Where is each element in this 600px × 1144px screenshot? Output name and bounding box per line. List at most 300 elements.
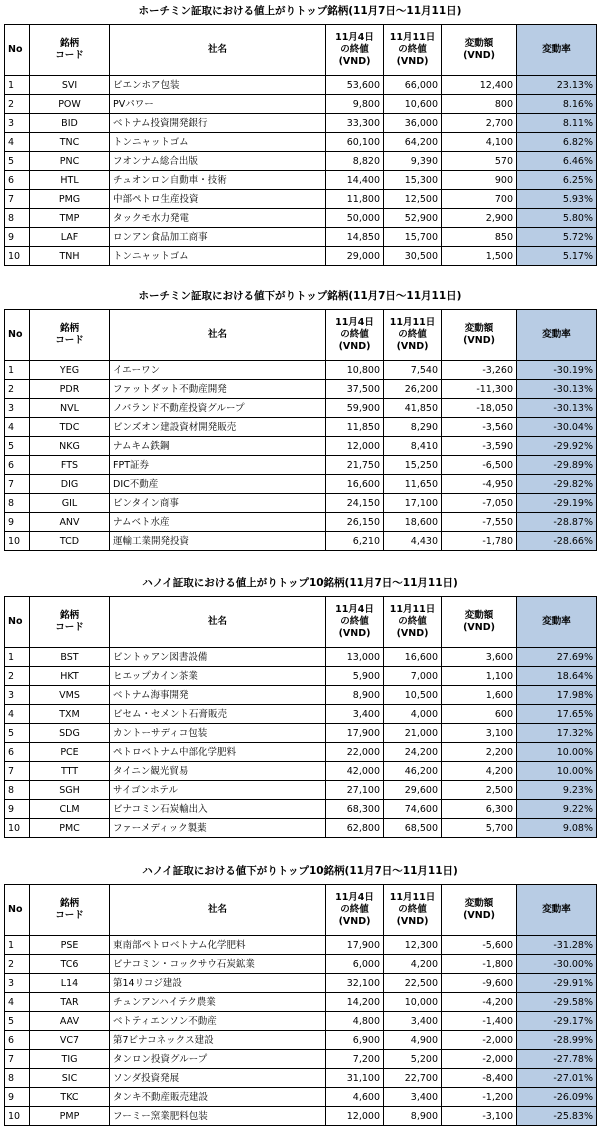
- curr-close: 41,850: [384, 399, 442, 418]
- prev-close: 8,900: [326, 686, 384, 705]
- header-name: 社名: [110, 885, 326, 936]
- table-row: [5, 936, 597, 955]
- change-amount: -11,300: [442, 380, 517, 399]
- prev-close: 11,850: [326, 418, 384, 437]
- stock-code: PNC: [30, 152, 110, 171]
- change-rate: -25.83%: [517, 1107, 597, 1126]
- company-name: チュオンロン自動車・技術: [110, 171, 326, 190]
- row-no: 3: [5, 686, 30, 705]
- table-body: [5, 648, 597, 838]
- curr-close: 8,900: [384, 1107, 442, 1126]
- curr-close: 18,600: [384, 513, 442, 532]
- change-rate: 5.72%: [517, 228, 597, 247]
- company-name: ファーメディック製薬: [110, 819, 326, 838]
- prev-close: 17,900: [326, 724, 384, 743]
- change-amount: 6,300: [442, 800, 517, 819]
- row-no: 10: [5, 247, 30, 266]
- change-rate: -31.28%: [517, 936, 597, 955]
- company-name: ビンズオン建設資材開発販売: [110, 418, 326, 437]
- prev-close: 29,000: [326, 247, 384, 266]
- change-rate: 23.13%: [517, 76, 597, 95]
- change-rate: -30.13%: [517, 380, 597, 399]
- curr-close: 9,390: [384, 152, 442, 171]
- curr-close: 24,200: [384, 743, 442, 762]
- curr-close: 16,600: [384, 648, 442, 667]
- prev-close: 31,100: [326, 1069, 384, 1088]
- stock-code: YEG: [30, 361, 110, 380]
- curr-close: 4,900: [384, 1031, 442, 1050]
- change-amount: -1,200: [442, 1088, 517, 1107]
- prev-close: 7,200: [326, 1050, 384, 1069]
- prev-close: 4,600: [326, 1088, 384, 1107]
- change-rate: 5.17%: [517, 247, 597, 266]
- curr-close: 29,600: [384, 781, 442, 800]
- change-rate: 6.82%: [517, 133, 597, 152]
- row-no: 8: [5, 1069, 30, 1088]
- table-row: [5, 513, 597, 532]
- row-no: 4: [5, 993, 30, 1012]
- curr-close: 4,200: [384, 955, 442, 974]
- company-name: チュンアンハイテク農業: [110, 993, 326, 1012]
- change-rate: 8.16%: [517, 95, 597, 114]
- prev-close: 21,750: [326, 456, 384, 475]
- change-rate: 5.80%: [517, 209, 597, 228]
- change-amount: 2,500: [442, 781, 517, 800]
- company-name: ビエンホア包装: [110, 76, 326, 95]
- prev-close: 3,400: [326, 705, 384, 724]
- table-row: [5, 974, 597, 993]
- company-name: FPT証券: [110, 456, 326, 475]
- row-no: 2: [5, 380, 30, 399]
- change-rate: 5.93%: [517, 190, 597, 209]
- row-no: 6: [5, 171, 30, 190]
- change-amount: 4,200: [442, 762, 517, 781]
- header-change-rate: 変動率: [517, 885, 597, 936]
- change-rate: -30.13%: [517, 399, 597, 418]
- change-amount: 5,700: [442, 819, 517, 838]
- header-code: 銘柄 コード: [30, 310, 110, 361]
- table-row: [5, 800, 597, 819]
- change-rate: -27.01%: [517, 1069, 597, 1088]
- change-amount: 800: [442, 95, 517, 114]
- change-rate: -26.09%: [517, 1088, 597, 1107]
- table-row: [5, 380, 597, 399]
- company-name: タックモ水力発電: [110, 209, 326, 228]
- row-no: 9: [5, 228, 30, 247]
- row-no: 7: [5, 1050, 30, 1069]
- prev-close: 53,600: [326, 76, 384, 95]
- change-amount: -3,590: [442, 437, 517, 456]
- table-row: [5, 781, 597, 800]
- table-row: [5, 475, 597, 494]
- table-row: [5, 686, 597, 705]
- curr-close: 10,500: [384, 686, 442, 705]
- change-rate: -30.00%: [517, 955, 597, 974]
- curr-close: 74,600: [384, 800, 442, 819]
- change-rate: 6.46%: [517, 152, 597, 171]
- header-no: No: [5, 885, 30, 936]
- company-name: 東南部ペトロベトナム化学肥料: [110, 936, 326, 955]
- table-row: [5, 228, 597, 247]
- change-amount: -5,600: [442, 936, 517, 955]
- table-row: [5, 762, 597, 781]
- change-rate: -27.78%: [517, 1050, 597, 1069]
- row-no: 7: [5, 190, 30, 209]
- company-name: ビナコミン・コックサウ石炭鉱業: [110, 955, 326, 974]
- stock-code: HTL: [30, 171, 110, 190]
- header-name: 社名: [110, 310, 326, 361]
- change-amount: 4,100: [442, 133, 517, 152]
- curr-close: 8,410: [384, 437, 442, 456]
- table-row: [5, 648, 597, 667]
- curr-close: 15,700: [384, 228, 442, 247]
- prev-close: 16,600: [326, 475, 384, 494]
- stock-code: SVI: [30, 76, 110, 95]
- row-no: 9: [5, 1088, 30, 1107]
- table-row: [5, 456, 597, 475]
- change-amount: 12,400: [442, 76, 517, 95]
- stock-code: TTT: [30, 762, 110, 781]
- company-name: トンニャットゴム: [110, 133, 326, 152]
- prev-close: 17,900: [326, 936, 384, 955]
- table-row: [5, 133, 597, 152]
- header-row: [5, 310, 597, 361]
- stock-code: SDG: [30, 724, 110, 743]
- header-curr-close: 11月11日 の終値 (VND): [384, 310, 442, 361]
- stock-table: [4, 309, 597, 551]
- prev-close: 37,500: [326, 380, 384, 399]
- table-row: [5, 1031, 597, 1050]
- curr-close: 7,000: [384, 667, 442, 686]
- prev-close: 12,000: [326, 437, 384, 456]
- prev-close: 42,000: [326, 762, 384, 781]
- stock-code: L14: [30, 974, 110, 993]
- change-rate: -29.19%: [517, 494, 597, 513]
- curr-close: 21,000: [384, 724, 442, 743]
- change-amount: 2,900: [442, 209, 517, 228]
- change-amount: -3,560: [442, 418, 517, 437]
- row-no: 6: [5, 456, 30, 475]
- company-name: タンロン投資グループ: [110, 1050, 326, 1069]
- curr-close: 3,400: [384, 1088, 442, 1107]
- curr-close: 7,540: [384, 361, 442, 380]
- prev-close: 5,900: [326, 667, 384, 686]
- table-row: [5, 993, 597, 1012]
- change-amount: -1,780: [442, 532, 517, 551]
- section-title: ホーチミン証取における値下がりトップ銘柄(11月7日〜11月11日): [138, 290, 462, 302]
- change-amount: 900: [442, 171, 517, 190]
- change-rate: -28.66%: [517, 532, 597, 551]
- curr-close: 26,200: [384, 380, 442, 399]
- row-no: 4: [5, 418, 30, 437]
- company-name: DIC不動産: [110, 475, 326, 494]
- table-section-2: [0, 285, 600, 551]
- row-no: 5: [5, 437, 30, 456]
- table-row: [5, 494, 597, 513]
- change-amount: -9,600: [442, 974, 517, 993]
- company-name: ベトティエンソン不動産: [110, 1012, 326, 1031]
- company-name: ビセム・セメント石膏販売: [110, 705, 326, 724]
- prev-close: 11,800: [326, 190, 384, 209]
- stock-code: LAF: [30, 228, 110, 247]
- company-name: ベトナム海事開発: [110, 686, 326, 705]
- header-no: No: [5, 310, 30, 361]
- company-name: フオンナム総合出版: [110, 152, 326, 171]
- header-change: 変動額 (VND): [442, 310, 517, 361]
- prev-close: 24,150: [326, 494, 384, 513]
- curr-close: 15,300: [384, 171, 442, 190]
- stock-code: TMP: [30, 209, 110, 228]
- company-name: フーミー窯業肥料包装: [110, 1107, 326, 1126]
- change-rate: 10.00%: [517, 762, 597, 781]
- stock-table: [4, 596, 597, 838]
- table-row: [5, 247, 597, 266]
- header-code: 銘柄 コード: [30, 885, 110, 936]
- change-rate: -29.89%: [517, 456, 597, 475]
- stock-code: TNC: [30, 133, 110, 152]
- curr-close: 11,650: [384, 475, 442, 494]
- header-row: [5, 885, 597, 936]
- header-change-rate: 変動率: [517, 25, 597, 76]
- table-row: [5, 667, 597, 686]
- curr-close: 68,500: [384, 819, 442, 838]
- change-rate: 6.25%: [517, 171, 597, 190]
- row-no: 10: [5, 819, 30, 838]
- curr-close: 22,700: [384, 1069, 442, 1088]
- stock-code: POW: [30, 95, 110, 114]
- header-curr-close: 11月11日 の終値 (VND): [384, 885, 442, 936]
- change-rate: -29.17%: [517, 1012, 597, 1031]
- stock-code: PMC: [30, 819, 110, 838]
- change-amount: 3,100: [442, 724, 517, 743]
- section-title: ホーチミン証取における値上がりトップ銘柄(11月7日〜11月11日): [138, 5, 462, 17]
- stock-code: PMG: [30, 190, 110, 209]
- stock-code: PMP: [30, 1107, 110, 1126]
- table-body: [5, 936, 597, 1126]
- company-name: タイニン観光貿易: [110, 762, 326, 781]
- header-prev-close: 11月4日 の終値 (VND): [326, 25, 384, 76]
- stock-code: TC6: [30, 955, 110, 974]
- curr-close: 12,300: [384, 936, 442, 955]
- change-rate: -29.58%: [517, 993, 597, 1012]
- change-rate: -29.82%: [517, 475, 597, 494]
- row-no: 10: [5, 1107, 30, 1126]
- table-row: [5, 399, 597, 418]
- company-name: ノバランド不動産投資グループ: [110, 399, 326, 418]
- header-no: No: [5, 597, 30, 648]
- company-name: ビントゥアン図書設備: [110, 648, 326, 667]
- row-no: 6: [5, 1031, 30, 1050]
- header-change: 変動額 (VND): [442, 25, 517, 76]
- change-amount: -18,050: [442, 399, 517, 418]
- change-amount: 2,200: [442, 743, 517, 762]
- company-name: カントーサディコ包装: [110, 724, 326, 743]
- prev-close: 22,000: [326, 743, 384, 762]
- table-row: [5, 1107, 597, 1126]
- change-amount: 1,100: [442, 667, 517, 686]
- table-row: [5, 152, 597, 171]
- company-name: ヒエップカイン茶業: [110, 667, 326, 686]
- stock-code: ANV: [30, 513, 110, 532]
- header-curr-close: 11月11日 の終値 (VND): [384, 597, 442, 648]
- row-no: 5: [5, 152, 30, 171]
- stock-code: TIG: [30, 1050, 110, 1069]
- table-row: [5, 1050, 597, 1069]
- change-amount: -3,260: [442, 361, 517, 380]
- row-no: 9: [5, 800, 30, 819]
- row-no: 4: [5, 705, 30, 724]
- row-no: 2: [5, 955, 30, 974]
- company-name: ソンダ投資発展: [110, 1069, 326, 1088]
- table-row: [5, 955, 597, 974]
- header-code: 銘柄 コード: [30, 25, 110, 76]
- row-no: 3: [5, 114, 30, 133]
- row-no: 8: [5, 494, 30, 513]
- table-row: [5, 190, 597, 209]
- table-row: [5, 95, 597, 114]
- company-name: トンニャットゴム: [110, 247, 326, 266]
- company-name: ペトロベトナム中部化学肥料: [110, 743, 326, 762]
- change-rate: 10.00%: [517, 743, 597, 762]
- stock-table: [4, 884, 597, 1126]
- table-row: [5, 171, 597, 190]
- prev-close: 6,900: [326, 1031, 384, 1050]
- prev-close: 6,000: [326, 955, 384, 974]
- stock-code: AAV: [30, 1012, 110, 1031]
- change-rate: -29.92%: [517, 437, 597, 456]
- change-amount: -7,550: [442, 513, 517, 532]
- table-row: [5, 437, 597, 456]
- change-amount: 1,600: [442, 686, 517, 705]
- change-amount: -6,500: [442, 456, 517, 475]
- row-no: 10: [5, 532, 30, 551]
- table-row: [5, 114, 597, 133]
- company-name: ナムキム鉄鋼: [110, 437, 326, 456]
- stock-code: VMS: [30, 686, 110, 705]
- company-name: ビンタイン商事: [110, 494, 326, 513]
- prev-close: 14,850: [326, 228, 384, 247]
- change-amount: -2,000: [442, 1031, 517, 1050]
- table-row: [5, 76, 597, 95]
- change-amount: -8,400: [442, 1069, 517, 1088]
- stock-code: TKC: [30, 1088, 110, 1107]
- header-no: No: [5, 25, 30, 76]
- table-section-4: [0, 860, 600, 1126]
- header-code: 銘柄 コード: [30, 597, 110, 648]
- table-row: [5, 1088, 597, 1107]
- prev-close: 8,820: [326, 152, 384, 171]
- change-rate: 9.22%: [517, 800, 597, 819]
- table-row: [5, 361, 597, 380]
- header-name: 社名: [110, 597, 326, 648]
- company-name: タンキ不動産販売建設: [110, 1088, 326, 1107]
- change-rate: 17.98%: [517, 686, 597, 705]
- curr-close: 52,900: [384, 209, 442, 228]
- prev-close: 4,800: [326, 1012, 384, 1031]
- section-title: ハノイ証取における値上がりトップ10銘柄(11月7日〜11月11日): [142, 577, 458, 589]
- company-name: ナムベト水産: [110, 513, 326, 532]
- header-curr-close: 11月11日 の終値 (VND): [384, 25, 442, 76]
- table-body: [5, 361, 597, 551]
- row-no: 9: [5, 513, 30, 532]
- change-rate: 9.23%: [517, 781, 597, 800]
- company-name: ロンアン食品加工商事: [110, 228, 326, 247]
- change-rate: -28.99%: [517, 1031, 597, 1050]
- header-name: 社名: [110, 25, 326, 76]
- change-amount: -2,000: [442, 1050, 517, 1069]
- curr-close: 46,200: [384, 762, 442, 781]
- stock-table: [4, 24, 597, 266]
- curr-close: 4,430: [384, 532, 442, 551]
- change-rate: -30.19%: [517, 361, 597, 380]
- stock-code: TNH: [30, 247, 110, 266]
- company-name: サイゴンホテル: [110, 781, 326, 800]
- row-no: 1: [5, 76, 30, 95]
- section-title: ハノイ証取における値下がりトップ10銘柄(11月7日〜11月11日): [142, 865, 458, 877]
- curr-close: 5,200: [384, 1050, 442, 1069]
- row-no: 2: [5, 95, 30, 114]
- company-name: 中部ペトロ生産投資: [110, 190, 326, 209]
- table-row: [5, 532, 597, 551]
- prev-close: 6,210: [326, 532, 384, 551]
- company-name: 第7ビナコネックス建設: [110, 1031, 326, 1050]
- prev-close: 26,150: [326, 513, 384, 532]
- header-change-rate: 変動率: [517, 310, 597, 361]
- change-amount: 3,600: [442, 648, 517, 667]
- change-amount: 600: [442, 705, 517, 724]
- prev-close: 32,100: [326, 974, 384, 993]
- stock-code: NKG: [30, 437, 110, 456]
- header-change: 変動額 (VND): [442, 597, 517, 648]
- table-body: [5, 76, 597, 266]
- stock-code: DIG: [30, 475, 110, 494]
- curr-close: 30,500: [384, 247, 442, 266]
- stock-code: PSE: [30, 936, 110, 955]
- stock-code: PCE: [30, 743, 110, 762]
- change-rate: -30.04%: [517, 418, 597, 437]
- change-rate: -28.87%: [517, 513, 597, 532]
- change-amount: -4,950: [442, 475, 517, 494]
- change-amount: -1,400: [442, 1012, 517, 1031]
- header-change-rate: 変動率: [517, 597, 597, 648]
- stock-code: PDR: [30, 380, 110, 399]
- stock-code: FTS: [30, 456, 110, 475]
- stock-code: BID: [30, 114, 110, 133]
- change-rate: 27.69%: [517, 648, 597, 667]
- curr-close: 4,000: [384, 705, 442, 724]
- stock-code: SIC: [30, 1069, 110, 1088]
- prev-close: 9,800: [326, 95, 384, 114]
- stock-code: TAR: [30, 993, 110, 1012]
- prev-close: 59,900: [326, 399, 384, 418]
- company-name: ファットダット不動産開発: [110, 380, 326, 399]
- company-name: ビナコミン石炭輸出入: [110, 800, 326, 819]
- header-change: 変動額 (VND): [442, 885, 517, 936]
- table-section-1: [0, 0, 600, 266]
- header-prev-close: 11月4日 の終値 (VND): [326, 310, 384, 361]
- row-no: 6: [5, 743, 30, 762]
- change-amount: -1,800: [442, 955, 517, 974]
- row-no: 7: [5, 475, 30, 494]
- change-amount: 570: [442, 152, 517, 171]
- row-no: 8: [5, 781, 30, 800]
- prev-close: 27,100: [326, 781, 384, 800]
- row-no: 1: [5, 361, 30, 380]
- row-no: 7: [5, 762, 30, 781]
- curr-close: 12,500: [384, 190, 442, 209]
- stock-code: BST: [30, 648, 110, 667]
- table-row: [5, 418, 597, 437]
